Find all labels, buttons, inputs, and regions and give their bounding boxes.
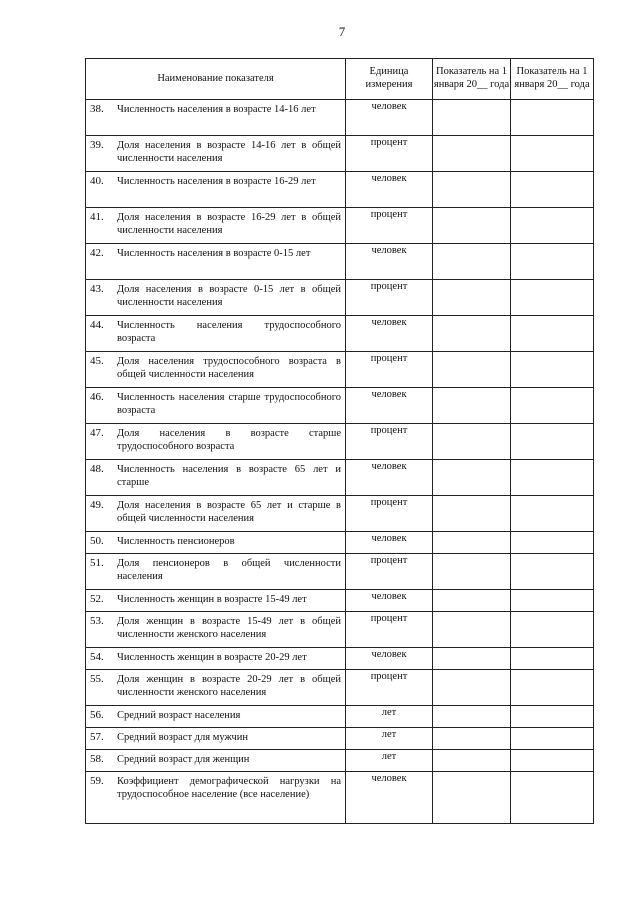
value-cell-1[interactable] [433, 532, 511, 554]
indicator-name-cell [86, 352, 346, 388]
value-cell-1[interactable] [433, 648, 511, 670]
indicator-name-cell [86, 316, 346, 352]
indicator-name-cell [86, 460, 346, 496]
indicator-name-cell [86, 100, 346, 136]
indicator-name-cell [86, 136, 346, 172]
unit-cell: человек [346, 388, 433, 424]
table-row [86, 728, 594, 750]
value-cell-2[interactable] [511, 750, 594, 772]
row-number: 54. [90, 651, 104, 663]
indicator-name-cell [86, 280, 346, 316]
indicator-name: Средний возраст для мужчин [117, 732, 248, 743]
table-row [86, 100, 594, 136]
value-cell-2[interactable] [511, 772, 594, 824]
indicator-name: Доля населения в возрасте старше трудоспособного возраста [117, 428, 341, 453]
indicator-name: Доля населения в возрасте 65 лет и старше в общей численности населения [117, 500, 341, 525]
indicator-name-cell [86, 554, 346, 590]
indicator-name-cell [86, 424, 346, 460]
indicator-name: Доля населения в возрасте 14-16 лет в общей численности населения [117, 140, 341, 165]
unit-cell: процент [346, 208, 433, 244]
value-cell-2[interactable] [511, 648, 594, 670]
row-number: 59. [90, 775, 104, 787]
row-number: 52. [90, 593, 104, 605]
table-row [86, 496, 594, 532]
value-cell-1[interactable] [433, 728, 511, 750]
indicator-name: Численность пенсионеров [117, 536, 235, 547]
value-cell-2[interactable] [511, 612, 594, 648]
row-number: 44. [90, 319, 104, 331]
table-row [86, 136, 594, 172]
value-cell-1[interactable] [433, 670, 511, 706]
table-row [86, 554, 594, 590]
value-cell-1[interactable] [433, 590, 511, 612]
row-number: 58. [90, 753, 104, 765]
table-row [86, 532, 594, 554]
header-name: Наименование показателя [86, 59, 346, 100]
indicator-name-cell [86, 648, 346, 670]
unit-cell: процент [346, 554, 433, 590]
value-cell-1[interactable] [433, 496, 511, 532]
value-cell-1[interactable] [433, 612, 511, 648]
value-cell-1[interactable] [433, 772, 511, 824]
value-cell-1[interactable] [433, 136, 511, 172]
indicator-name-cell [86, 388, 346, 424]
value-cell-2[interactable] [511, 352, 594, 388]
table-row [86, 772, 594, 824]
indicator-name-cell [86, 172, 346, 208]
table-row [86, 648, 594, 670]
value-cell-2[interactable] [511, 316, 594, 352]
indicator-name: Доля женщин в возрасте 20-29 лет в общей численности женского населения [117, 674, 341, 699]
indicator-name-cell [86, 750, 346, 772]
value-cell-2[interactable] [511, 728, 594, 750]
table-row [86, 750, 594, 772]
value-cell-1[interactable] [433, 388, 511, 424]
unit-cell: человек [346, 316, 433, 352]
row-number: 53. [90, 615, 104, 627]
row-number: 39. [90, 139, 104, 151]
header-unit: Единица измерения [346, 59, 433, 100]
row-number: 40. [90, 175, 104, 187]
indicator-name: Численность населения в возрасте 14-16 лет [117, 104, 316, 115]
unit-cell: лет [346, 706, 433, 728]
unit-cell: человек [346, 460, 433, 496]
value-cell-1[interactable] [433, 750, 511, 772]
value-cell-1[interactable] [433, 208, 511, 244]
unit-cell: человек [346, 590, 433, 612]
unit-cell: процент [346, 352, 433, 388]
indicator-name-cell [86, 208, 346, 244]
value-cell-2[interactable] [511, 100, 594, 136]
value-cell-2[interactable] [511, 172, 594, 208]
row-number: 45. [90, 355, 104, 367]
unit-cell: процент [346, 280, 433, 316]
header-value-2: Показатель на 1 января 20__ года [511, 59, 594, 100]
value-cell-1[interactable] [433, 352, 511, 388]
indicator-name: Средний возраст для женщин [117, 754, 250, 765]
indicator-name: Доля населения трудоспособного возраста в общей численности населения [117, 356, 341, 381]
unit-cell: человек [346, 772, 433, 824]
table-row [86, 612, 594, 648]
value-cell-1[interactable] [433, 280, 511, 316]
row-number: 56. [90, 709, 104, 721]
value-cell-2[interactable] [511, 706, 594, 728]
value-cell-2[interactable] [511, 136, 594, 172]
value-cell-2[interactable] [511, 460, 594, 496]
value-cell-2[interactable] [511, 532, 594, 554]
indicator-name-cell [86, 496, 346, 532]
value-cell-1[interactable] [433, 316, 511, 352]
row-number: 38. [90, 103, 104, 115]
unit-cell: лет [346, 728, 433, 750]
value-cell-1[interactable] [433, 706, 511, 728]
row-number: 42. [90, 247, 104, 259]
row-number: 57. [90, 731, 104, 743]
unit-cell: человек [346, 100, 433, 136]
indicator-name: Доля пенсионеров в общей численности населения [117, 558, 341, 583]
indicator-name: Средний возраст населения [117, 710, 241, 721]
table-row [86, 280, 594, 316]
indicator-name: Численность женщин в возрасте 15-49 лет [117, 594, 307, 605]
value-cell-2[interactable] [511, 244, 594, 280]
table-row [86, 590, 594, 612]
indicator-name-cell [86, 244, 346, 280]
table-row [86, 172, 594, 208]
indicator-name: Коэффициент демографической нагрузки на трудоспособное население (все население) [117, 776, 341, 801]
unit-cell: процент [346, 136, 433, 172]
indicator-name: Доля населения в возрасте 0-15 лет в общей численности населения [117, 284, 341, 309]
row-number: 47. [90, 427, 104, 439]
unit-cell: процент [346, 496, 433, 532]
indicator-name-cell [86, 670, 346, 706]
indicator-name: Численность женщин в возрасте 20-29 лет [117, 652, 307, 663]
table-row [86, 388, 594, 424]
row-number: 41. [90, 211, 104, 223]
value-cell-2[interactable] [511, 496, 594, 532]
indicator-name: Численность населения старше трудоспособного возраста [117, 392, 341, 417]
indicator-name-cell [86, 612, 346, 648]
unit-cell: человек [346, 532, 433, 554]
indicator-name: Численность населения в возрасте 16-29 лет [117, 176, 316, 187]
value-cell-2[interactable] [511, 388, 594, 424]
unit-cell: процент [346, 612, 433, 648]
table-row [86, 670, 594, 706]
table-row [86, 208, 594, 244]
indicator-name-cell [86, 728, 346, 750]
indicator-name-cell [86, 772, 346, 824]
unit-cell: процент [346, 424, 433, 460]
row-number: 46. [90, 391, 104, 403]
value-cell-2[interactable] [511, 208, 594, 244]
row-number: 48. [90, 463, 104, 475]
indicator-name: Доля населения в возрасте 16-29 лет в общей численности населения [117, 212, 341, 237]
indicator-name-cell [86, 590, 346, 612]
unit-cell: лет [346, 750, 433, 772]
table-row [86, 244, 594, 280]
row-number: 55. [90, 673, 104, 685]
row-number: 49. [90, 499, 104, 511]
header-value-1: Показатель на 1 января 20__ года [433, 59, 511, 100]
indicators-table [85, 58, 594, 824]
value-cell-2[interactable] [511, 424, 594, 460]
unit-cell: процент [346, 670, 433, 706]
indicator-name: Доля женщин в возрасте 15-49 лет в общей численности женского населения [117, 616, 341, 641]
indicator-name-cell [86, 706, 346, 728]
indicator-name: Численность населения в возрасте 0-15 лет [117, 248, 311, 259]
table-row [86, 352, 594, 388]
table-header-row [86, 59, 594, 100]
row-number: 43. [90, 283, 104, 295]
row-number: 51. [90, 557, 104, 569]
value-cell-1[interactable] [433, 554, 511, 590]
indicator-name-cell [86, 532, 346, 554]
value-cell-2[interactable] [511, 280, 594, 316]
unit-cell: человек [346, 244, 433, 280]
value-cell-1[interactable] [433, 460, 511, 496]
row-number: 50. [90, 535, 104, 547]
value-cell-1[interactable] [433, 100, 511, 136]
value-cell-2[interactable] [511, 590, 594, 612]
table-row [86, 316, 594, 352]
table-row [86, 424, 594, 460]
indicator-name: Численность населения трудоспособного возраста [117, 320, 341, 345]
table-row [86, 706, 594, 728]
unit-cell: человек [346, 172, 433, 208]
value-cell-1[interactable] [433, 172, 511, 208]
indicator-name: Численность населения в возрасте 65 лет и старше [117, 464, 341, 489]
unit-cell: человек [346, 648, 433, 670]
value-cell-1[interactable] [433, 424, 511, 460]
page-number: 7 [338, 24, 346, 39]
table-row [86, 460, 594, 496]
value-cell-2[interactable] [511, 554, 594, 590]
value-cell-2[interactable] [511, 670, 594, 706]
value-cell-1[interactable] [433, 244, 511, 280]
